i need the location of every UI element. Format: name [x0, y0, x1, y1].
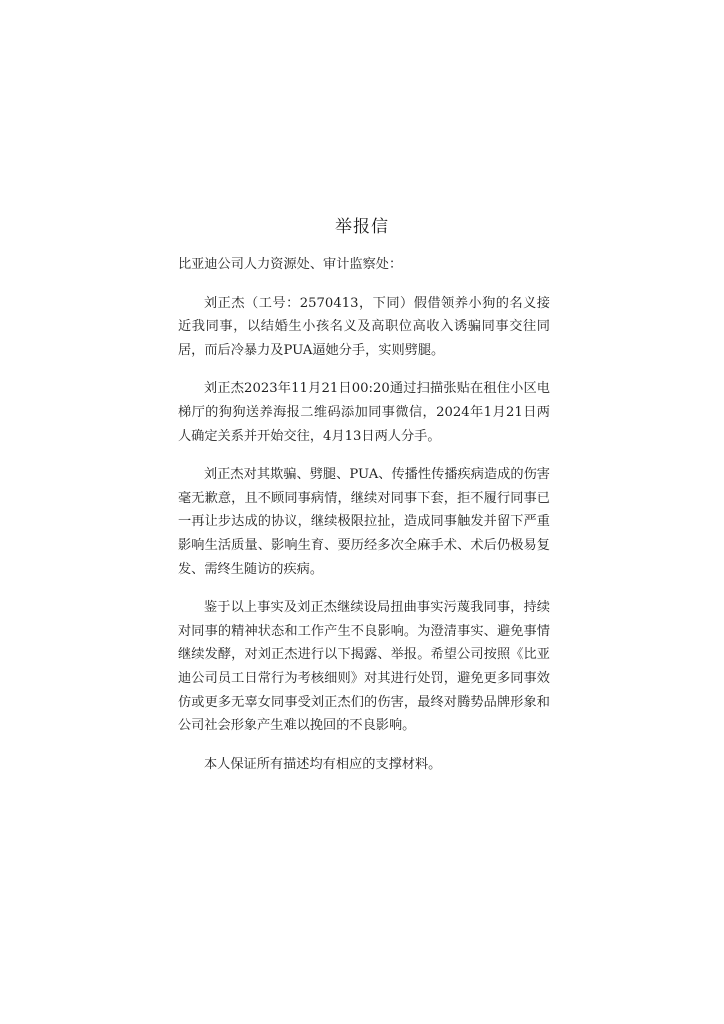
paragraph-2: 刘正杰2023年11月21日00:20通过扫描张贴在租住小区电梯厅的狗狗送养海报二维码添加同事微信，2024年1月21日两人确定关系并开始交往，4月13日两人分手。: [178, 381, 550, 444]
document-body: [178, 253, 550, 791]
paragraph-4: 鉴于以上事实及刘正杰继续设局扭曲事实污蔑我同事，持续对同事的精神状态和工作产生不良影响。为澄清事实、避免事情继续发酵，对刘正杰进行以下揭露、举报。希望公司按照《比亚迪公司员工日常行为考核细则》对其进行处罚，避免更多同事效仿或更多无辜女同事受刘正杰们的伤害，最终对腾势品牌形象和公司社会形象产生难以挽回的不良影响。: [178, 600, 550, 734]
document-title: 举报信: [335, 217, 389, 237]
paragraph-5: 本人保证所有描述均有相应的支撑材料。: [204, 756, 442, 772]
paragraph-3: 刘正杰对其欺骗、劈腿、PUA、传播性传播疾病造成的伤害毫无歉意，且不顾同事病情，继续对同事下套，拒不履行同事已一再让步达成的协议，继续极限拉扯，造成同事触发并留下严重影响生活质量、影响生育、要历经多次全麻手术、术后仍极易复发、需终生随访的疾病。: [178, 467, 550, 577]
paragraph-1: 刘正杰（工号：2570413，下同）假借领养小狗的名义接近我同事，以结婚生小孩名义及高职位高收入诱骗同事交往同居，而后冷暴力及PUA逼她分手，实则劈腿。: [178, 295, 550, 358]
salutation: 比亚迪公司人力资源处、审计监察处：: [178, 257, 403, 272]
